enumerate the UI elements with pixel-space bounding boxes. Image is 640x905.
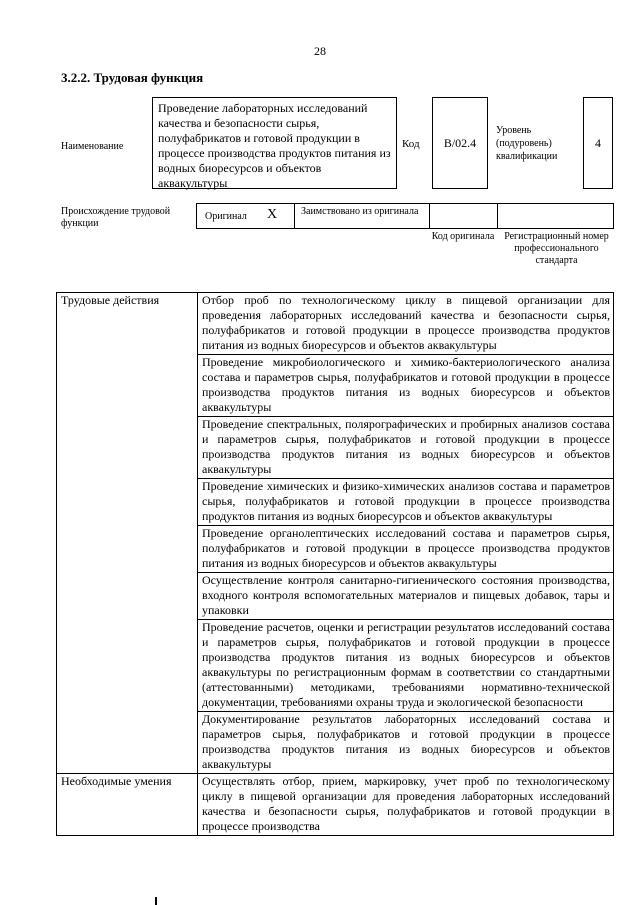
code-label: Код bbox=[402, 138, 420, 150]
original-label: Оригинал bbox=[205, 211, 247, 222]
code-original-caption: Код оригинала bbox=[431, 231, 495, 242]
origin-borrowed-cell bbox=[295, 204, 430, 228]
function-name-box: Проведение лабораторных исследований качества и безопасности сырья, полуфабрикатов и готовой продукции в процессе производства продуктов питания из водных биоресурсов и объектов аквакультуры bbox=[152, 97, 397, 189]
qualification-level-value: 4 bbox=[583, 97, 613, 189]
origin-original-cell bbox=[197, 204, 295, 228]
origin-reg-cell bbox=[498, 204, 613, 228]
borrowed-label: Заимствовано из оригинала bbox=[301, 206, 419, 217]
table-cell: Проведение химических и физико-химических анализов состава и параметров сырья, полуфабрикатов и готовой продукции в процессе производства продуктов питания из водных биоресурсов и объектов аквакультуры bbox=[198, 479, 614, 526]
origin-row bbox=[196, 203, 614, 229]
code-value-box: B/02.4 bbox=[432, 97, 488, 189]
origin-label: Происхождение трудовой функции bbox=[61, 206, 171, 229]
table-cell: Осуществление контроля санитарно-гигиенического состояния производства, входного контроля вспомогательных материалов и пищевых добавок, тары и упаковки bbox=[198, 573, 614, 620]
reg-number-caption: Регистрационный номер профессионального стандарта bbox=[504, 231, 609, 266]
table-row bbox=[57, 293, 614, 355]
section-title: 3.2.2. Трудовая функция bbox=[61, 70, 204, 85]
name-label: Наименование bbox=[61, 141, 124, 152]
table-cell: Проведение спектральных, полярографических и пробирных анализов состава и параметров сырья, полуфабрикатов и готовой продукции в процессе производства продуктов питания из водных биоресурсов и объектов аквакультуры bbox=[198, 417, 614, 479]
page-edge-mark bbox=[155, 897, 157, 905]
original-mark: X bbox=[267, 207, 278, 222]
table-cell: Осуществлять отбор, прием, маркировку, учет проб по технологическому циклу в пищевой организации для проведения лабораторных исследований качества и безопасности сырья, полуфабрикатов и готовой продукции в процессе производства bbox=[198, 774, 614, 836]
table-cell: Проведение расчетов, оценки и регистрации результатов исследований состава и параметров сырья, полуфабрикатов и готовой продукции в процессе производства продуктов питания из водных биоресурсов и объектов аквакультуры по регистрационным формам в соответствии со стандартными (аттестованными) методиками, требованиями нормативно-технической документации, требованиями охраны труда и экологической безопасности bbox=[198, 620, 614, 712]
page-number: 28 bbox=[314, 44, 326, 58]
table-cell: Отбор проб по технологическому циклу в пищевой организации для проведения лабораторных исследований качества и безопасности сырья, полуфабрикатов и готовой продукции в процессе производства продуктов питания из водных биоресурсов и объектов аквакультуры bbox=[198, 293, 614, 355]
section-label-actions: Трудовые действия bbox=[57, 293, 198, 774]
qualification-level-label: Уровень (подуровень) квалификации bbox=[496, 125, 558, 162]
table-cell: Проведение органолептических исследований состава и параметров сырья, полуфабрикатов и готовой продукции в процессе производства продуктов питания из водных биоресурсов и объектов аквакультуры bbox=[198, 526, 614, 573]
origin-code-cell bbox=[430, 204, 498, 228]
table-cell: Проведение микробиологического и химико-бактериологического анализа состава и параметров сырья, полуфабрикатов и готовой продукции в процессе производства продуктов питания из водных биоресурсов и объектов аквакультуры bbox=[198, 355, 614, 417]
table-row bbox=[57, 774, 614, 836]
function-details-table bbox=[56, 292, 614, 836]
section-label-skills: Необходимые умения bbox=[57, 774, 198, 836]
table-cell: Документирование результатов лабораторных исследований состава и параметров сырья, полуфабрикатов и готовой продукции в процессе производства продуктов питания из водных биоресурсов и объектов аквакультуры bbox=[198, 712, 614, 774]
